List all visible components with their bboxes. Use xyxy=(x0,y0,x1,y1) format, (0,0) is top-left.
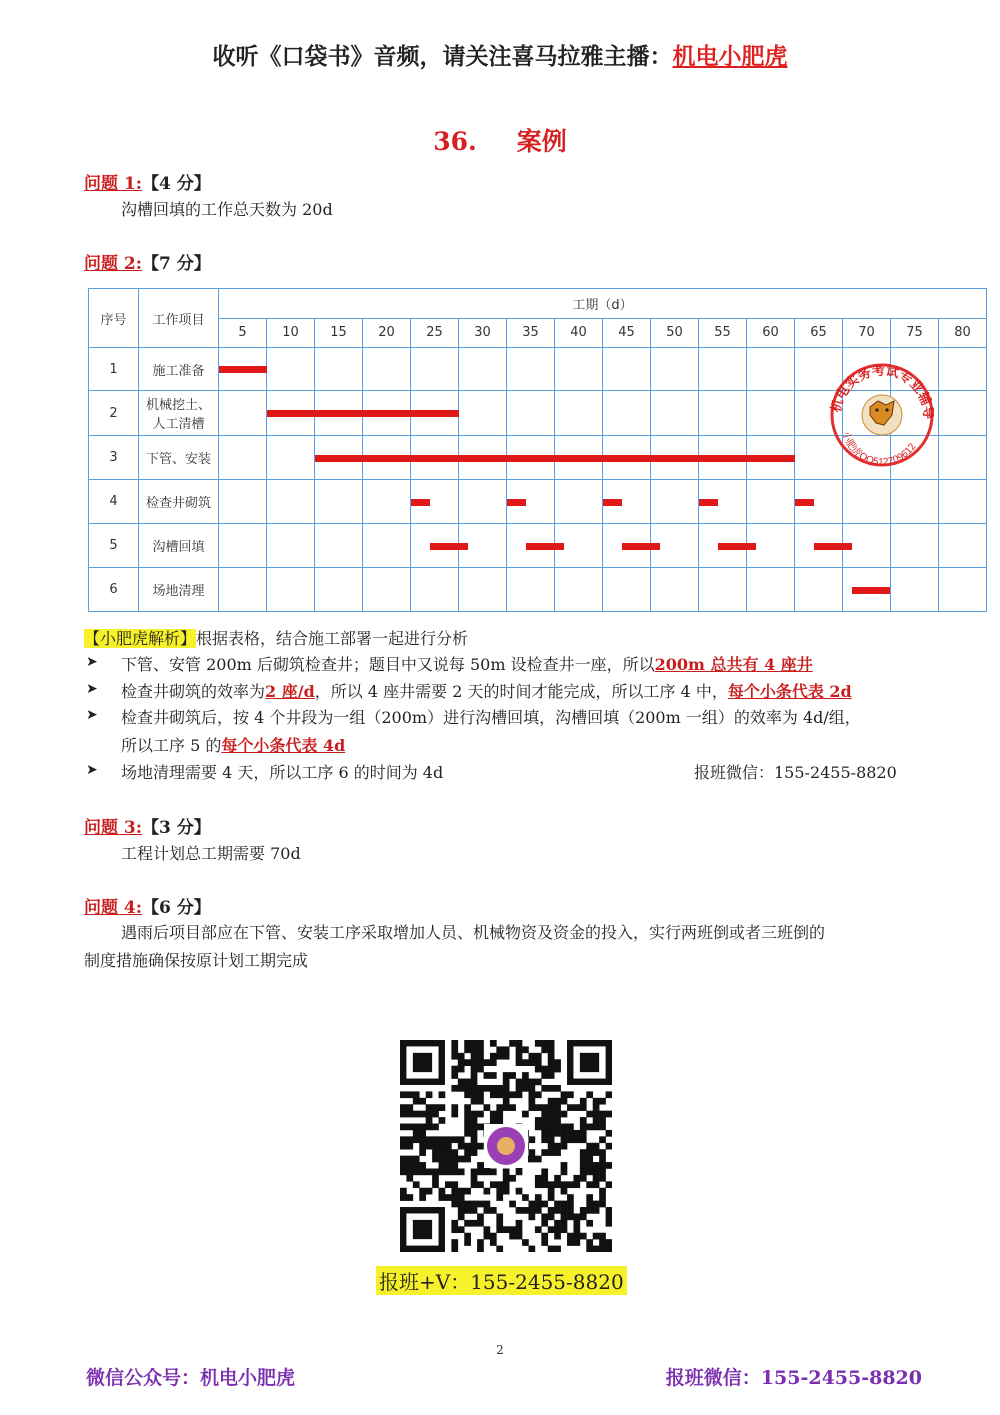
bullet-arrow-icon: ➤ xyxy=(86,681,98,697)
grid-cell xyxy=(363,480,411,524)
grid-cell xyxy=(891,524,939,568)
gantt-bar xyxy=(699,499,718,506)
grid-cell xyxy=(939,348,987,391)
day-header-cell: 5 xyxy=(219,318,267,348)
day-header-cell: 70 xyxy=(843,318,891,348)
gantt-bar xyxy=(814,543,852,550)
q3-label: 问题 3: xyxy=(84,818,143,838)
grid-cell xyxy=(315,480,363,524)
row-item: 机械挖土、人工清槽 xyxy=(139,391,219,436)
header-anchor-link[interactable]: 机电小肥虎 xyxy=(672,43,788,70)
row-item: 场地清理 xyxy=(139,568,219,612)
gantt-bar xyxy=(267,410,459,417)
grid-cell xyxy=(555,391,603,436)
grid-cell xyxy=(939,391,987,436)
row-item: 检查井砌筑 xyxy=(139,480,219,524)
bullet-2-text-a: 检查井砌筑的效率为 xyxy=(121,682,266,701)
row-seq: 3 xyxy=(89,436,139,480)
page-header xyxy=(0,38,1000,71)
analysis-bullet-2 xyxy=(121,679,852,702)
analysis-intro-line xyxy=(84,626,468,649)
q4-label: 问题 4: xyxy=(84,898,143,918)
analysis-bullet-1 xyxy=(121,652,813,675)
grid-cell xyxy=(747,480,795,524)
gantt-bar xyxy=(622,543,660,550)
grid-cell xyxy=(651,568,699,612)
bullet-3-text: 所以工序 5 的 xyxy=(121,736,222,755)
bullet-1-text: 下管、安管 200m 后砌筑检查井；题目中又说每 50m 设检查井一座，所以 xyxy=(121,655,655,674)
grid-cell xyxy=(651,348,699,391)
gantt-bar xyxy=(603,499,622,506)
grid-cell xyxy=(603,568,651,612)
grid-cell xyxy=(459,568,507,612)
grid-cell xyxy=(411,568,459,612)
day-header-cell: 45 xyxy=(603,318,651,348)
grid-cell xyxy=(555,480,603,524)
page-number: 2 xyxy=(496,1343,504,1357)
grid-cell xyxy=(219,480,267,524)
grid-cell xyxy=(411,348,459,391)
q3-points: 【3 分】 xyxy=(142,818,211,838)
row-item: 沟槽回填 xyxy=(139,524,219,568)
grid-cell xyxy=(219,568,267,612)
row-seq: 4 xyxy=(89,480,139,524)
row-seq: 2 xyxy=(89,391,139,436)
page-title xyxy=(0,122,1000,158)
grid-cell xyxy=(507,568,555,612)
title-text: 案例 xyxy=(516,127,567,156)
q1-label: 问题 1: xyxy=(84,174,143,194)
grid-cell xyxy=(267,480,315,524)
day-header-cell: 30 xyxy=(459,318,507,348)
qr-code[interactable] xyxy=(400,1040,612,1252)
grid-cell xyxy=(747,391,795,436)
day-header-cell: 65 xyxy=(795,318,843,348)
grid-cell xyxy=(315,348,363,391)
q1-answer: 沟槽回填的工作总天数为 20d xyxy=(121,200,333,219)
gantt-bar xyxy=(430,543,468,550)
row-item: 下管、安装 xyxy=(139,436,219,480)
grid-cell xyxy=(603,391,651,436)
gantt-bar xyxy=(411,499,430,506)
grid-cell xyxy=(267,436,315,480)
header-prefix: 收听《口袋书》音频，请关注喜马拉雅主播： xyxy=(212,43,673,70)
bullet-1-emphasis: 200m 总共有 4 座井 xyxy=(654,655,813,674)
stamp-sub-text: 小肥虎QQ512709612 xyxy=(839,430,919,469)
q4-heading xyxy=(84,893,211,918)
analysis-bullet-3-line-1: 检查井砌筑后，按 4 个井段为一组（200m）进行沟槽回填，沟槽回填（200m 一组）的效率为 4d/组， xyxy=(121,708,861,727)
day-header-cell: 60 xyxy=(747,318,795,348)
bullet-2-emphasis-1: 2 座/d xyxy=(265,682,315,701)
day-header-cell: 80 xyxy=(939,318,987,348)
q2-label: 问题 2: xyxy=(84,254,143,274)
grid-cell xyxy=(219,436,267,480)
row-item: 施工准备 xyxy=(139,348,219,391)
stamp-seal xyxy=(826,355,934,473)
grid-cell xyxy=(363,348,411,391)
day-header-cell: 35 xyxy=(507,318,555,348)
analysis-intro: 根据表格，结合施工部署一起进行分析 xyxy=(196,629,469,648)
grid-cell xyxy=(459,480,507,524)
footer-wechat-account: 微信公众号：机电小肥虎 xyxy=(86,1367,296,1389)
bullet-2-emphasis-2: 每个小条代表 2d xyxy=(727,682,852,701)
grid-cell xyxy=(939,524,987,568)
grid-cell xyxy=(939,568,987,612)
analysis-tag: 【小肥虎解析】 xyxy=(84,629,197,648)
day-header-cell: 75 xyxy=(891,318,939,348)
q3-heading xyxy=(84,813,211,838)
day-header-cell: 40 xyxy=(555,318,603,348)
grid-cell xyxy=(651,391,699,436)
q1-heading xyxy=(84,169,211,194)
q1-points: 【4 分】 xyxy=(142,174,211,194)
grid-cell xyxy=(891,568,939,612)
grid-cell xyxy=(843,480,891,524)
grid-cell xyxy=(219,524,267,568)
gantt-bar xyxy=(526,543,564,550)
q2-points: 【7 分】 xyxy=(142,254,211,274)
day-header-row xyxy=(89,318,987,348)
q4-answer-line-1: 遇雨后项目部应在下管、安装工序采取增加人员、机械物资及资金的投入，实行两班倒或者三班倒的 xyxy=(121,923,826,942)
q4-answer-line-2: 制度措施确保按原计划工期完成 xyxy=(84,951,309,970)
grid-cell xyxy=(699,348,747,391)
qr-code-image xyxy=(400,1040,612,1252)
bullet-arrow-icon: ➤ xyxy=(86,654,98,670)
day-header-cell: 50 xyxy=(651,318,699,348)
bullet-arrow-icon: ➤ xyxy=(86,762,98,778)
day-header-cell: 10 xyxy=(267,318,315,348)
analysis-contact: 报班微信：155-2455-8820 xyxy=(694,763,897,782)
grid-cell xyxy=(459,391,507,436)
day-header-cell: 15 xyxy=(315,318,363,348)
qr-caption: 报班+V：155-2455-8820 xyxy=(376,1266,627,1295)
grid-cell xyxy=(363,568,411,612)
grid-cell xyxy=(363,524,411,568)
gantt-bar xyxy=(852,587,890,594)
day-header-cell: 20 xyxy=(363,318,411,348)
gantt-bar xyxy=(795,499,814,506)
analysis-bullet-3-line-2 xyxy=(121,733,345,756)
grid-cell xyxy=(507,348,555,391)
grid-cell xyxy=(939,480,987,524)
bullet-3-emphasis: 每个小条代表 4d xyxy=(221,736,346,755)
grid-cell xyxy=(507,391,555,436)
q3-answer: 工程计划总工期需要 70d xyxy=(121,844,301,863)
grid-cell xyxy=(747,568,795,612)
grid-cell xyxy=(699,568,747,612)
grid-cell xyxy=(219,391,267,436)
gantt-bar xyxy=(507,499,526,506)
grid-cell xyxy=(267,524,315,568)
grid-cell xyxy=(315,524,363,568)
col-seq-header: 序号 xyxy=(89,289,139,348)
grid-cell xyxy=(315,568,363,612)
bullet-arrow-icon: ➤ xyxy=(86,707,98,723)
grid-cell xyxy=(939,436,987,480)
row-seq: 1 xyxy=(89,348,139,391)
col-period-header: 工期（d） xyxy=(219,289,987,319)
gantt-bar xyxy=(718,543,756,550)
grid-cell xyxy=(699,391,747,436)
bullet-2-text-b: ，所以 4 座井需要 2 天的时间才能完成，所以工序 4 中， xyxy=(314,682,728,701)
grid-cell xyxy=(891,480,939,524)
title-number: 36. xyxy=(433,127,477,156)
footer-contact: 报班微信：155-2455-8820 xyxy=(665,1367,922,1389)
col-item-header: 工作项目 xyxy=(139,289,219,348)
row-seq: 6 xyxy=(89,568,139,612)
grid-cell xyxy=(603,348,651,391)
grid-cell xyxy=(651,480,699,524)
q4-points: 【6 分】 xyxy=(142,898,211,918)
row-seq: 5 xyxy=(89,524,139,568)
grid-cell xyxy=(555,568,603,612)
day-header-cell: 25 xyxy=(411,318,459,348)
grid-cell xyxy=(747,348,795,391)
gantt-bar xyxy=(219,366,267,373)
gantt-row xyxy=(89,480,987,524)
analysis-bullet-4: 场地清理需要 4 天，所以工序 6 的时间为 4d xyxy=(121,763,444,782)
grid-cell xyxy=(795,568,843,612)
stamp-arc-text: 机电实务考试专业辅 xyxy=(828,362,934,414)
grid-cell xyxy=(267,348,315,391)
gantt-bar xyxy=(315,455,795,462)
grid-cell xyxy=(459,348,507,391)
grid-cell xyxy=(555,348,603,391)
day-header-cell: 55 xyxy=(699,318,747,348)
q2-heading xyxy=(84,249,211,274)
grid-cell xyxy=(267,568,315,612)
